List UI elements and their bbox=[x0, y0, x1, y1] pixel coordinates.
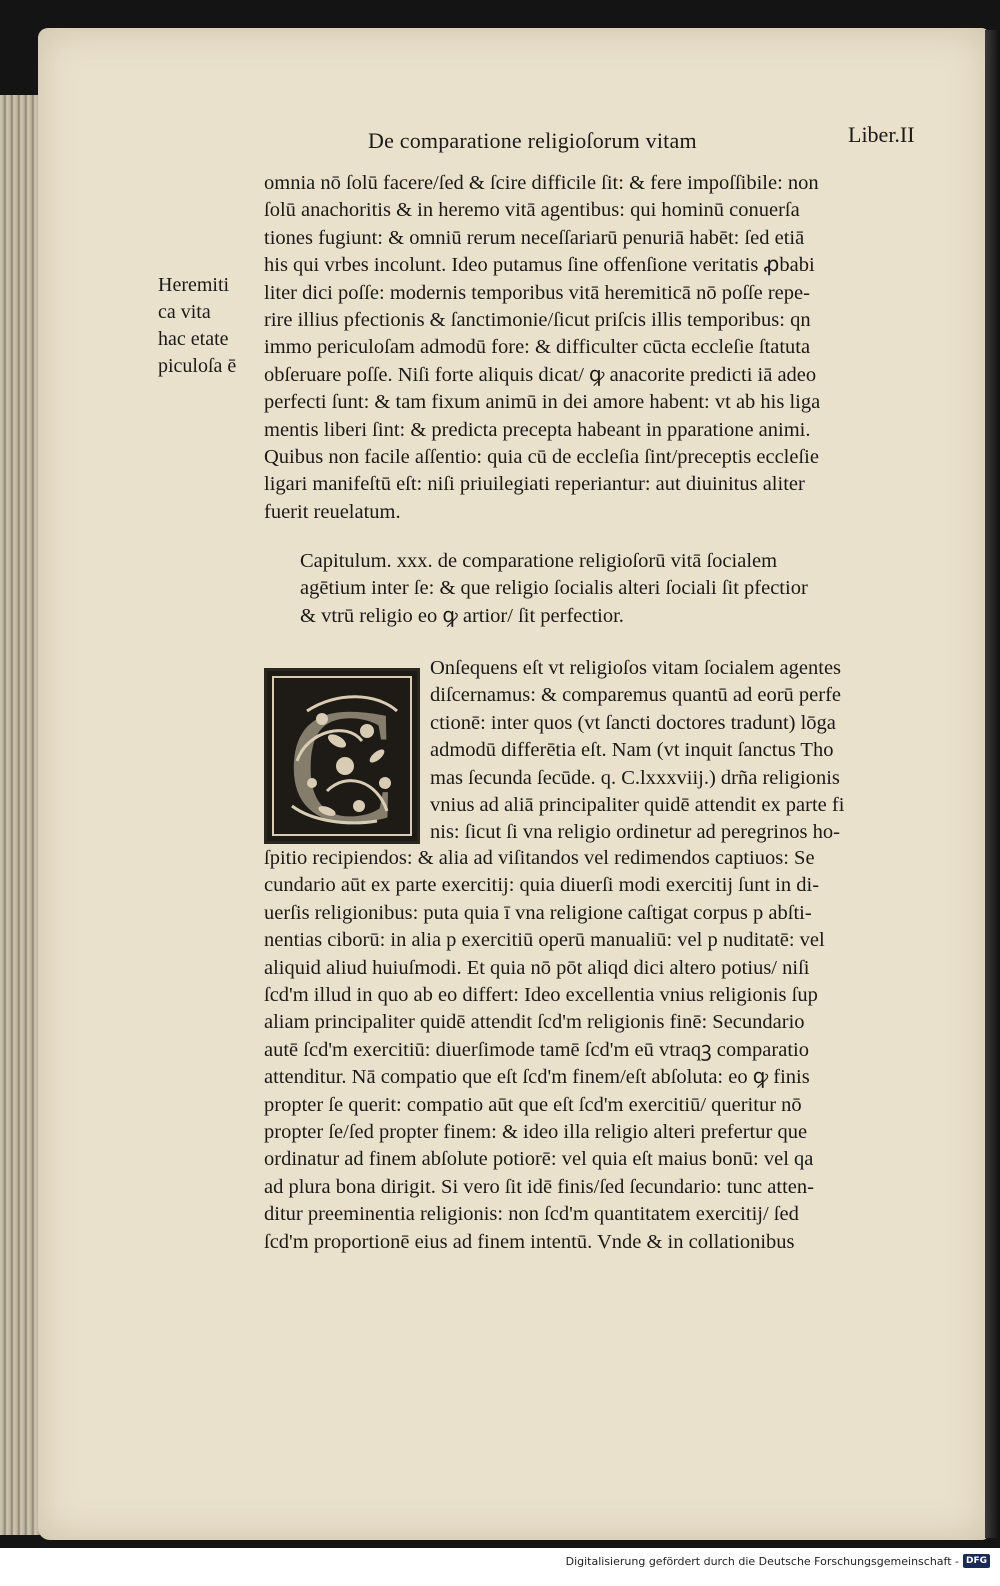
heading-line: agētium inter ſe: & que religio ſocialis alteri ſociali ſit pfectior bbox=[300, 577, 808, 600]
text-line: fuerit reuelatum. bbox=[264, 500, 401, 523]
text-line: ad plura bona dirigit. Si vero ſit idē finis/ſed ſecundario: tunc atten- bbox=[264, 1175, 814, 1198]
paragraph-one bbox=[264, 170, 932, 526]
text-line: ordinatur ad finem abſolute potiorē: vel quia eſt maius bonū: vel qa bbox=[264, 1148, 814, 1171]
book-number: Liber.II bbox=[848, 122, 915, 147]
text-line: ſcd'm proportionē eius ad finem intentū. Vnde & in collationibus bbox=[264, 1230, 795, 1253]
text-line: mentis liberi ſint: & predicta precepta habeant in pparatione animi. bbox=[264, 418, 811, 441]
text-line: rire illius pfectionis & ſanctimonie/ſicut priſcis illis temporibus: qn bbox=[264, 309, 811, 332]
chapter-heading bbox=[300, 548, 920, 630]
page-right-shadow bbox=[985, 30, 1000, 1538]
floral-initial-c-icon bbox=[267, 671, 417, 841]
text-line: ſolū anachoritis & in heremo vitā agentibus: qui hominū conuerſa bbox=[264, 199, 800, 222]
text-line: ctionē: inter quos (vt ſancti doctores tradunt) lōga bbox=[430, 711, 836, 734]
text-line: cundario aūt ex parte exercitij: quia diuerſi modi exercitij ſunt in di- bbox=[264, 874, 820, 897]
margin-note bbox=[158, 272, 268, 380]
initial-glyph: C bbox=[287, 674, 398, 841]
text-line: nis: ſicut ſi vna religio ordinetur ad peregrinos ho- bbox=[430, 821, 840, 844]
margin-note-line: Heremiti bbox=[158, 274, 230, 296]
text-line: obſeruare poſſe. Niſi forte aliquis dicat/ ꝙ anacorite predicti iā adeo bbox=[264, 363, 817, 386]
text-line: perfecti ſunt: & tam fixum animū in dei amore habent: vt ab his liga bbox=[264, 391, 821, 414]
margin-note-line: piculoſa ē bbox=[158, 355, 237, 377]
funding-note: Digitalisierung gefördert durch die Deutsche Forschungsgemeinschaft - bbox=[565, 1554, 959, 1568]
text-line: uerſis religionibus: puta quia ī vna religione caſtigat corpus p abſti- bbox=[264, 901, 812, 924]
text-line: autē ſcd'm exercitiū: diuerſimode tamē ſcd'm eū vtraqꝫ comparatio bbox=[264, 1038, 809, 1061]
text-line: ligari manifeſtū eſt: niſi priuilegiati reperiantur: aut diuinitus aliter bbox=[264, 473, 805, 496]
paragraph-two-continued bbox=[264, 845, 936, 1256]
heading-line: Capitulum. xxx. de comparatione religioſorū vitā ſocialem bbox=[300, 550, 778, 572]
heading-line: & vtrū religio eo ꝙ artior/ ſit perfectior. bbox=[300, 604, 624, 627]
text-line: Onſequens eſt vt religioſos vitam ſocialem agentes bbox=[430, 657, 842, 679]
text-line: tiones fugiunt: & omniū rerum neceſſariarū penuriā habēt: ſed etiā bbox=[264, 226, 805, 249]
running-title: De comparatione religioſorum vitam bbox=[368, 128, 697, 153]
text-line: nentias ciborū: in alia p exercitiū operū manualiū: vel p nuditatē: vel bbox=[264, 929, 825, 952]
dfg-logo-icon: DFG bbox=[963, 1554, 990, 1568]
text-line: diſcernamus: & comparemus quantū ad eorū perfe bbox=[430, 684, 841, 707]
book-page-edges bbox=[0, 95, 40, 1535]
text-line: his qui vrbes incolunt. Ideo putamus ſine offenſione veritatis ꝓbabi bbox=[264, 254, 815, 277]
paragraph-two-beside-initial bbox=[430, 655, 935, 847]
text-line: propter ſe querit: compatio aūt que eſt ſcd'm exercitiū/ queritur nō bbox=[264, 1093, 802, 1116]
text-line: aliam principaliter quidē attendit ſcd'm religionis finē: Secundario bbox=[264, 1011, 805, 1034]
decorated-initial-letter bbox=[264, 668, 420, 844]
text-line: omnia nō ſolū facere/ſed & ſcire difficile ſit: & fere impoſſibile: non bbox=[264, 172, 819, 194]
margin-note-line: ca vita bbox=[158, 301, 211, 323]
text-line: attenditur. Nā compatio que eſt ſcd'm finem/eſt abſoluta: eo ꝙ finis bbox=[264, 1066, 810, 1089]
text-line: Quibus non facile aſſentio: quia cū de eccleſia ſint/preceptis eccleſie bbox=[264, 446, 819, 469]
margin-note-line: hac etate bbox=[158, 328, 229, 350]
text-line: liter dici poſſe: modernis temporibus vitā heremiticā nō poſſe repe- bbox=[264, 281, 810, 304]
footer bbox=[566, 1554, 990, 1568]
text-line: ditur preeminentia religionis: non ſcd'm quantitatem exercitij/ ſed bbox=[264, 1203, 799, 1226]
text-line: aliquid aliud huiuſmodi. Et quia nō pōt aliqd dici altero potius/ niſi bbox=[264, 956, 810, 979]
text-line: propter ſe/ſed propter finem: & ideo illa religio alteri prefertur que bbox=[264, 1121, 808, 1144]
text-line: ſpitio recipiendos: & alia ad viſitandos vel redimendos captiuos: Se bbox=[264, 847, 815, 869]
text-line: ſcd'm illud in quo ab eo differt: Ideo excellentia vnius religionis ſup bbox=[264, 984, 818, 1007]
text-line: mas ſecunda ſecūde. q. C.lxxxviij.) drña religionis bbox=[430, 766, 840, 789]
text-line: immo periculoſam admodū fore: & difficulter cūcta eccleſie ſtatuta bbox=[264, 336, 811, 359]
text-line: admodū differētia eſt. Nam (vt inquit ſanctus Tho bbox=[430, 739, 834, 762]
text-line: vnius ad aliā principaliter quidē attendit ex parte fi bbox=[430, 794, 845, 817]
